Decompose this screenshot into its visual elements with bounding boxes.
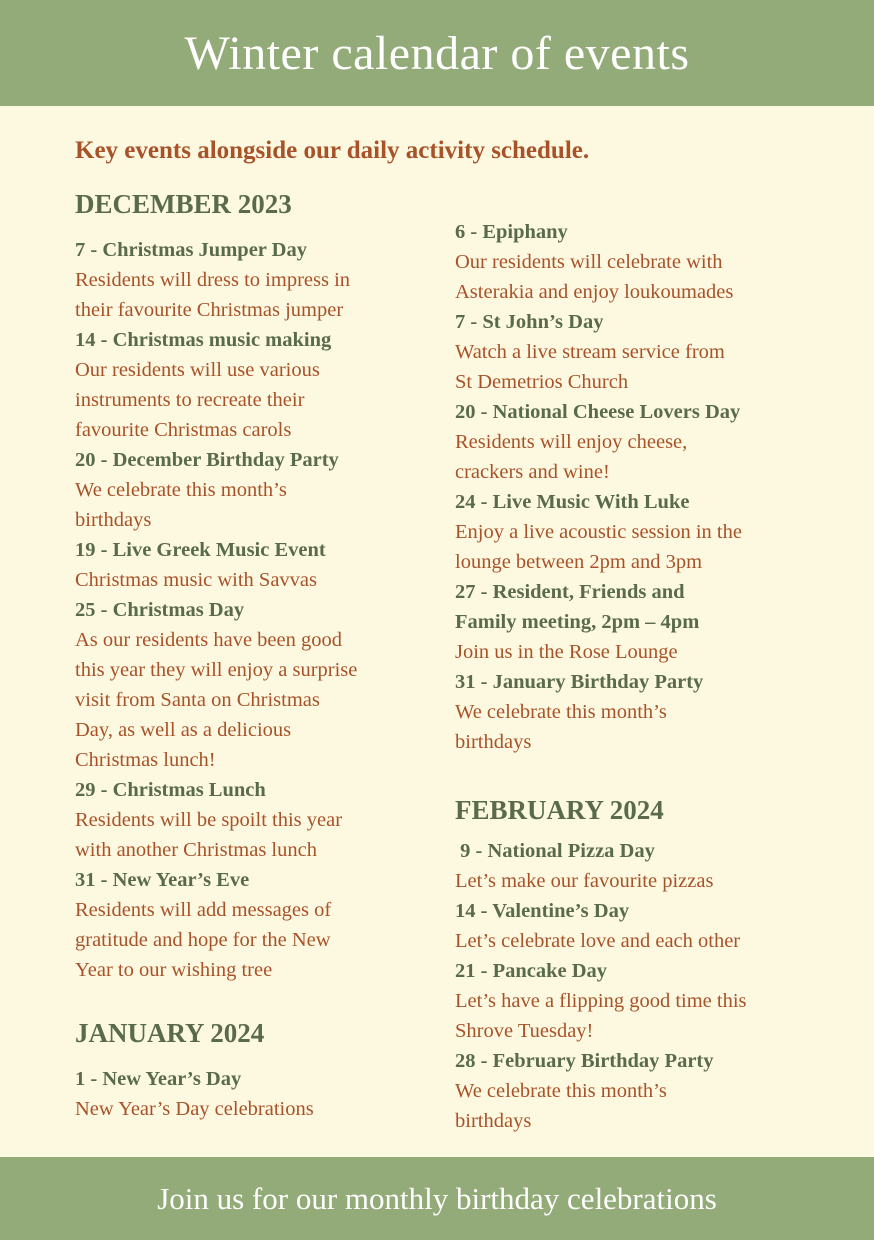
event-desc-line: Join us in the Rose Lounge [455,641,678,663]
event-desc-line: this year they will enjoy a surprise [75,659,358,681]
event-item [455,1046,815,1136]
event-title: 6 - Epiphany [455,221,568,243]
right-column [455,217,815,1136]
event-item [455,896,815,956]
event-desc-line: crackers and wine! [455,461,610,483]
event-desc-line: We celebrate this month’s [455,1080,667,1102]
month-heading-december: DECEMBER 2023 [75,189,292,219]
page-title: Winter calendar of events [184,26,690,80]
event-item [75,535,435,595]
event-item [455,217,815,307]
event-desc-line: Residents will enjoy cheese, [455,431,688,453]
event-desc-line: Let’s celebrate love and each other [455,930,741,952]
event-title: 21 - Pancake Day [455,960,608,982]
event-title: Family meeting, 2pm – 4pm [455,611,700,633]
event-desc-line: Watch a live stream service from [455,341,725,363]
event-title: 14 - Valentine’s Day [455,900,630,922]
event-title: 20 - National Cheese Lovers Day [455,401,741,423]
event-item [455,577,815,667]
event-title: 14 - Christmas music making [75,329,332,351]
event-item [75,865,435,985]
january-event-list [455,217,815,757]
december-event-list [75,235,435,985]
event-desc-line: Our residents will celebrate with [455,251,723,273]
event-item [75,1064,435,1124]
event-title: 1 - New Year’s Day [75,1068,242,1090]
february-event-list [455,836,815,1136]
left-column [75,186,435,1124]
event-desc-line: As our residents have been good [75,629,343,651]
event-desc-line: gratitude and hope for the New [75,929,331,951]
event-title: 25 - Christmas Day [75,599,245,621]
event-item [455,836,815,896]
event-title: 9 - National Pizza Day [455,840,655,862]
event-item [455,307,815,397]
event-title: 7 - St John’s Day [455,311,604,333]
event-desc-line: birthdays [455,1110,532,1132]
month-heading-february: FEBRUARY 2024 [455,795,664,825]
event-item [75,775,435,865]
event-desc-line: Asterakia and enjoy loukoumades [455,281,734,303]
event-desc-line: Day, as well as a delicious [75,719,292,741]
event-desc-line: New Year’s Day celebrations [75,1098,314,1120]
event-desc-line: favourite Christmas carols [75,419,292,441]
event-title: 28 - February Birthday Party [455,1050,714,1072]
event-desc-line: birthdays [75,509,152,531]
event-desc-line: Our residents will use various [75,359,320,381]
event-desc-line: instruments to recreate their [75,389,305,411]
event-desc-line: visit from Santa on Christmas [75,689,320,711]
event-title: 7 - Christmas Jumper Day [75,239,307,261]
event-desc-line: St Demetrios Church [455,371,629,393]
footer-text: Join us for our monthly birthday celebrations [157,1180,717,1216]
event-desc-line: Residents will dress to impress in [75,269,351,291]
footer-band [0,1157,874,1240]
subtitle: Key events alongside our daily activity schedule. [75,137,590,164]
event-item [455,956,815,1046]
event-desc-line: Residents will add messages of [75,899,332,921]
event-desc-line: Year to our wishing tree [75,959,273,981]
event-title: 31 - New Year’s Eve [75,869,250,891]
event-title: 29 - Christmas Lunch [75,779,266,801]
event-desc-line: Christmas music with Savvas [75,569,318,591]
event-item [75,595,435,775]
event-item [455,667,815,757]
event-title: 24 - Live Music With Luke [455,491,690,513]
event-desc-line: Christmas lunch! [75,749,216,771]
event-desc-line: Let’s have a flipping good time this [455,990,747,1012]
event-item [75,325,435,445]
event-desc-line: We celebrate this month’s [455,701,667,723]
event-title: 27 - Resident, Friends and [455,581,685,603]
event-desc-line: Residents will be spoilt this year [75,809,343,831]
event-title: 20 - December Birthday Party [75,449,339,471]
event-desc-line: Enjoy a live acoustic session in the [455,521,742,543]
event-desc-line: with another Christmas lunch [75,839,317,861]
event-desc-line: Let’s make our favourite pizzas [455,870,714,892]
event-title: 31 - January Birthday Party [455,671,704,693]
month-heading-january: JANUARY 2024 [75,1018,265,1048]
event-item [75,235,435,325]
event-title: 19 - Live Greek Music Event [75,539,326,561]
event-desc-line: Shrove Tuesday! [455,1020,594,1042]
event-item [455,397,815,487]
event-desc-line: lounge between 2pm and 3pm [455,551,703,573]
event-desc-line: We celebrate this month’s [75,479,287,501]
event-desc-line: birthdays [455,731,532,753]
event-item [455,487,815,577]
event-desc-line: their favourite Christmas jumper [75,299,344,321]
event-item [75,445,435,535]
header-band [0,0,874,106]
